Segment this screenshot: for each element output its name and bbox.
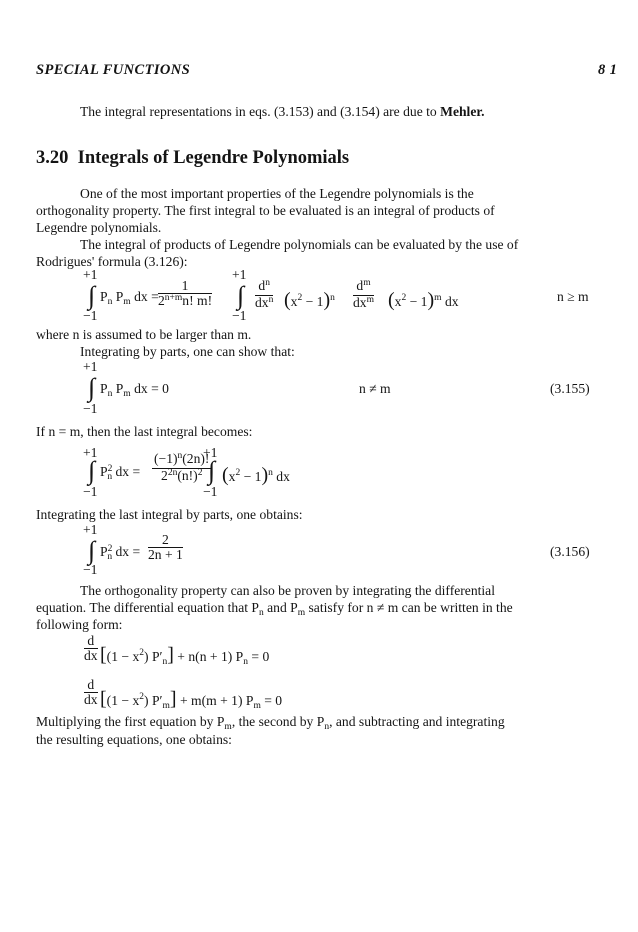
- integral-sign: ∫: [88, 536, 96, 565]
- paragraph-line: following form:: [36, 617, 123, 632]
- integral-lower-limit: −1: [203, 484, 218, 499]
- integral-lower-limit: −1: [83, 308, 98, 323]
- orthogonality-integrand: $P_n$ $P_m$ dx = 0: [100, 381, 169, 399]
- norm-result-lhs: $P^2_n$ dx =: [100, 544, 141, 562]
- paragraph-line: If n = m, then the last integral becomes:: [36, 424, 253, 439]
- integral-upper-limit: +1: [83, 359, 98, 374]
- fraction-coefficient: $\frac{1}{2^{n+m}n! m!}$: [158, 278, 213, 308]
- integral-upper-limit: +1: [83, 267, 98, 282]
- paragraph-line: Legendre polynomials.: [36, 220, 162, 235]
- diff-eq-n-operator: $\frac{d}{dx}$: [84, 633, 98, 663]
- integral-sign: ∫: [88, 456, 96, 485]
- integral-upper-limit: +1: [83, 445, 98, 460]
- norm-factor: $(x^2 - 1)^n$ dx: [222, 464, 290, 486]
- derivative-m: $\frac{d^m}{dx^m}$: [353, 278, 374, 310]
- diff-eq-m-operator: $\frac{d}{dx}$: [84, 677, 98, 707]
- integral-sign: ∫: [237, 281, 245, 310]
- paragraph-line: orthogonality property. The first integral to be evaluated is an integral of products of: [36, 203, 495, 218]
- norm-result-fraction: $\frac{2}{2n + 1}$: [148, 532, 183, 562]
- integral-sign: ∫: [88, 373, 96, 402]
- intro-text: The integral representations in eqs. (3.153) and (3.154) are due to: [80, 104, 441, 119]
- paragraph-line: The orthogonality property can also be proven by integrating the differential: [80, 583, 495, 598]
- factor-m: $(x^2 - 1)^m$ dx: [388, 289, 459, 311]
- section-title: Integrals of Legendre Polynomials: [77, 148, 350, 168]
- derivative-n: $\frac{d^n}{dx^n}$: [255, 278, 274, 310]
- integral-sign: ∫: [88, 281, 96, 310]
- paragraph-line: The integral of products of Legendre polynomials can be evaluated by the use of: [80, 237, 519, 252]
- paragraph-line: Multiplying the first equation by $P_m$, the second by $P_n$, and subtracting and integrating: [36, 714, 505, 732]
- integral-lower-limit: −1: [232, 308, 247, 323]
- diff-eq-m-body: [$(1 - x^2)$ $P'_m] + m(m + 1) P_m = 0$: [100, 688, 283, 711]
- condition-n-ne-m: n ≠ m: [359, 381, 391, 396]
- integral-upper-limit: +1: [232, 267, 247, 282]
- integrand: $P_n$ $P_m$ dx =: [100, 289, 159, 307]
- section-heading: [36, 148, 349, 169]
- paragraph-line: Integrating the last integral by parts, one obtains:: [36, 507, 303, 522]
- running-title: SPECIAL FUNCTIONS: [36, 62, 191, 78]
- norm-integrand: $P^2_n$ dx =: [100, 464, 141, 482]
- paragraph-line: the resulting equations, one obtains:: [36, 732, 232, 747]
- paragraph-line: Integrating by parts, one can show that:: [80, 344, 295, 359]
- equation-number: (3.155): [550, 381, 590, 396]
- paragraph-line: where n is assumed to be larger than m.: [36, 327, 252, 342]
- section-number: 3.20: [36, 148, 69, 168]
- paragraph-line: Rodrigues' formula (3.126):: [36, 254, 188, 269]
- integral-lower-limit: −1: [83, 401, 98, 416]
- paragraph-line: One of the most important properties of the Legendre polynomials is the: [80, 186, 474, 201]
- intro-name: Mehler.: [440, 104, 485, 119]
- page-number: 8 1: [598, 62, 618, 78]
- integral-lower-limit: −1: [83, 562, 98, 577]
- integral-upper-limit: +1: [203, 445, 218, 460]
- integral-sign: ∫: [208, 456, 216, 485]
- integral-upper-limit: +1: [83, 522, 98, 537]
- intro-line: [80, 102, 485, 121]
- norm-coefficient: $\frac{(-1)^n(2n)!}{2^{2n}(n!)^2}$: [154, 451, 210, 483]
- paragraph-line: equation. The differential equation that $P_n$ and $P_m$ satisfy for n ≠ m can be written in the: [36, 600, 513, 618]
- factor-n: $(x^2 - 1)^n$: [284, 289, 335, 311]
- diff-eq-n-body: [$(1 - x^2)$ $P'_n] + n(n + 1) P_n = 0$: [100, 644, 270, 667]
- equation-number: (3.156): [550, 544, 590, 559]
- integral-lower-limit: −1: [83, 484, 98, 499]
- condition-n-ge-m: n ≥ m: [557, 289, 589, 304]
